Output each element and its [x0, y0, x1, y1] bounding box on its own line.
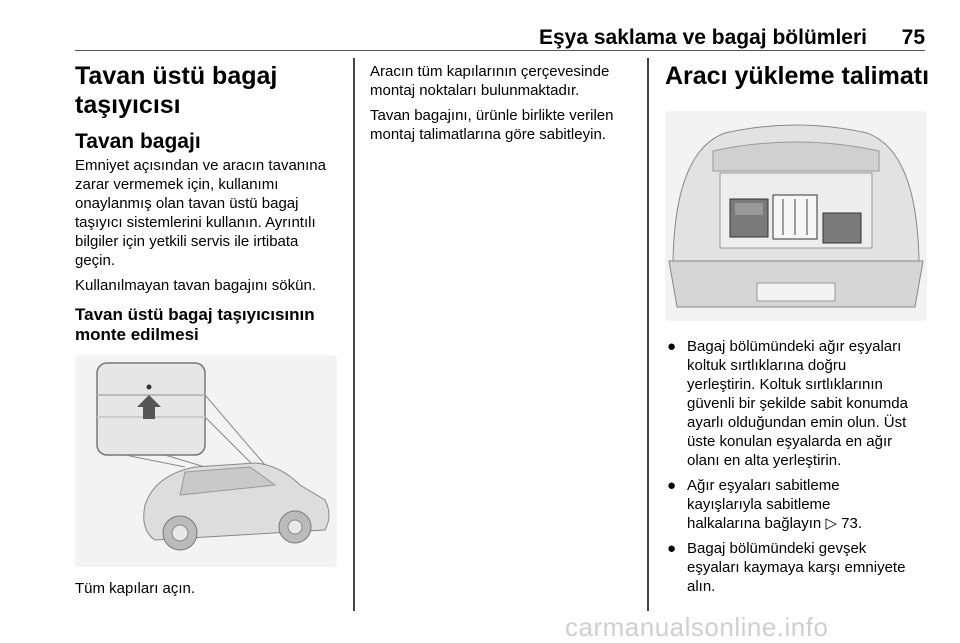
- heading-line: Tavan üstü bagaj taşıyıcısının: [75, 305, 315, 324]
- column-left: [75, 62, 345, 598]
- bullet-icon: ●: [667, 477, 677, 494]
- text-line: Bagaj bölümündeki ağır eşyaları: [687, 338, 902, 355]
- text-line: montaj talimatlarına göre sabitleyin.: [370, 126, 606, 143]
- column-divider: [353, 58, 355, 611]
- caption-open-doors: Tüm kapıları açın.: [75, 580, 196, 597]
- text-line: taşıyıcı sistemlerini kullanın. Ayrıntılı: [75, 214, 316, 231]
- page-reference-link[interactable]: [825, 515, 862, 532]
- text-line: zarar vermemek için, kullanımı: [75, 176, 279, 193]
- bullet-icon: ●: [667, 540, 677, 557]
- list-item: [665, 337, 930, 470]
- list-item: [665, 476, 930, 533]
- text-line: üste konulan eşyalarda en ağır: [687, 433, 893, 450]
- list-item: [665, 539, 930, 596]
- paragraph-instructions: [370, 106, 640, 144]
- heading-line: taşıyıcısı: [75, 91, 181, 119]
- text-line: olanı en alta yerleştirin.: [687, 452, 842, 469]
- heading-roof-rack: [75, 62, 345, 120]
- text-line: ayarlı olduğundan emin olun. Üst: [687, 414, 907, 431]
- text-line: montaj noktaları bulunmaktadır.: [370, 82, 580, 99]
- text-line: kayışlarıyla sabitleme: [687, 496, 831, 513]
- text-line: alın.: [687, 578, 716, 595]
- text-line: bilgiler için yetkili servis ile irtibata: [75, 233, 299, 250]
- column-middle: [370, 62, 640, 144]
- bullet-icon: ●: [667, 338, 677, 355]
- text-line: eşyaları kaymaya karşı emniyete: [687, 559, 906, 576]
- watermark: carmanualsonline.info: [565, 612, 829, 642]
- text-line: yerleştirin. Koltuk sırtlıklarının: [687, 376, 883, 393]
- text-line: Aracın tüm kapılarının çerçevesinde: [370, 63, 610, 80]
- text-line: Bagaj bölümündeki gevşek: [687, 540, 867, 557]
- text-line: Ağır eşyaları sabitleme: [687, 477, 840, 494]
- paragraph-safety: [75, 156, 345, 270]
- heading-mounting: [75, 305, 345, 345]
- heading-line: Tavan üstü bagaj: [75, 62, 278, 90]
- running-header: [75, 22, 925, 51]
- heading-line: monte edilmesi: [75, 325, 199, 344]
- heading-loading: Aracı yükleme talimatı: [665, 62, 930, 90]
- column-divider: [647, 58, 649, 611]
- text-line: koltuk sırtlıklarına doğru: [687, 357, 847, 374]
- car-roof-illustration: [75, 355, 337, 567]
- text-line: Tavan bagajını, ürünle birlikte verilen: [370, 107, 614, 124]
- paragraph-mount-points: [370, 62, 640, 100]
- column-right: [665, 62, 930, 596]
- text-line: güvenli bir şekilde sabit konumda: [687, 395, 908, 412]
- text-line: [687, 514, 930, 533]
- text-line: onaylanmış olan tavan üstü bagaj: [75, 195, 299, 212]
- page-number: 75: [901, 26, 925, 49]
- loading-bullet-list: [665, 337, 930, 596]
- text-line: Emniyet açısından ve aracın tavanına: [75, 157, 326, 174]
- heading-roof-carrier: Tavan bagajı: [75, 130, 201, 153]
- text-fragment: halkalarına bağlayın: [687, 515, 822, 532]
- section-title: Eşya saklama ve bagaj bölümleri: [538, 26, 867, 49]
- reference-arrow-icon: ▷: [825, 515, 837, 532]
- reference-page: 73.: [841, 515, 863, 532]
- text-line: geçin.: [75, 252, 116, 269]
- paragraph-remove: Kullanılmayan tavan bagajını sökün.: [75, 277, 316, 294]
- trunk-loading-illustration: [665, 111, 927, 321]
